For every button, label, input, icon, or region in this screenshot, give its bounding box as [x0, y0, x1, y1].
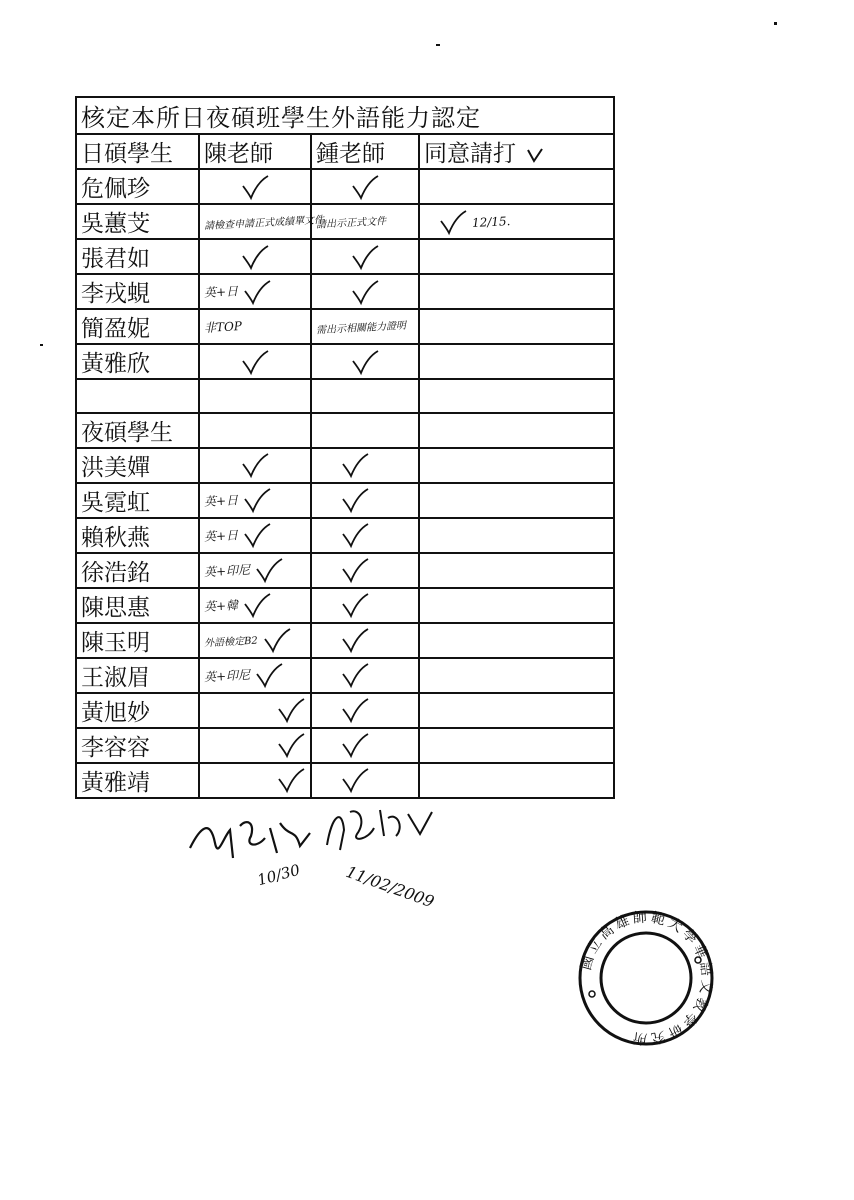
zhong-cell	[311, 588, 419, 623]
zhong-cell-content	[316, 174, 414, 200]
signature-chen	[185, 808, 325, 898]
speck	[774, 22, 777, 25]
zhong-check-icon	[340, 732, 370, 758]
day-student-row	[76, 169, 614, 204]
chen-cell-note: 英+印尼	[203, 562, 251, 579]
chen-cell-content	[204, 592, 306, 618]
day-student-row	[76, 344, 614, 379]
student-name: 簡盈妮	[76, 309, 199, 344]
column-header-day-student: 日碩學生	[76, 134, 199, 169]
student-name: 黃雅欣	[76, 344, 199, 379]
chen-cell-note: 英+日	[203, 492, 239, 509]
chen-cell	[199, 553, 311, 588]
zhong-cell	[311, 728, 419, 763]
empty-cell	[311, 413, 419, 448]
chen-cell	[199, 274, 311, 309]
consent-cell	[419, 274, 614, 309]
chen-cell	[199, 169, 311, 204]
chen-cell-note: 英+日	[203, 284, 239, 300]
night-student-row	[76, 763, 614, 798]
zhong-cell	[311, 623, 419, 658]
seal-text: 國立高雄師範大學華語文教學研究所	[578, 910, 714, 1046]
chen-cell-content	[204, 279, 306, 305]
chen-cell-content	[203, 214, 325, 233]
chen-check-icon	[242, 592, 272, 618]
student-name: 危佩珍	[76, 169, 199, 204]
zhong-cell	[311, 169, 419, 204]
signature-zhong-date: 11/02/2009	[343, 862, 437, 912]
chen-check-icon	[276, 767, 306, 793]
document-title: 核定本所日夜碩班學生外語能力認定	[76, 97, 614, 134]
zhong-cell	[311, 309, 419, 344]
consent-cell	[419, 763, 614, 798]
consent-cell-content	[424, 209, 609, 235]
zhong-check-icon	[350, 279, 380, 305]
night-student-row	[76, 623, 614, 658]
chen-cell	[199, 728, 311, 763]
zhong-check-icon	[340, 767, 370, 793]
speck	[436, 44, 440, 46]
zhong-cell	[311, 204, 419, 239]
zhong-cell-content	[316, 522, 414, 548]
student-name: 黃雅靖	[76, 763, 199, 798]
student-name: 王淑眉	[76, 658, 199, 693]
zhong-check-icon	[340, 592, 370, 618]
zhong-cell-content	[316, 592, 414, 618]
chen-check-icon	[242, 487, 272, 513]
chen-cell-content	[204, 732, 306, 758]
night-student-row	[76, 588, 614, 623]
empty-cell	[199, 379, 311, 413]
night-student-row	[76, 448, 614, 483]
chen-cell-note: 外語檢定B2	[203, 635, 259, 649]
zhong-check-icon	[340, 487, 370, 513]
zhong-cell-content	[316, 487, 414, 513]
chen-cell-content	[204, 522, 306, 548]
consent-cell	[419, 483, 614, 518]
chen-cell-note: 英+日	[203, 527, 239, 544]
zhong-check-icon	[340, 662, 370, 688]
chen-cell	[199, 344, 311, 379]
empty-cell	[199, 413, 311, 448]
student-name: 洪美嬋	[76, 448, 199, 483]
chen-cell	[199, 693, 311, 728]
chen-cell-content	[204, 174, 306, 200]
night-section-header: 夜碩學生	[76, 413, 199, 448]
student-name: 黃旭妙	[76, 693, 199, 728]
zhong-cell	[311, 483, 419, 518]
chen-cell-note: 英+印尼	[203, 667, 251, 684]
spacer-row	[76, 379, 614, 413]
institution-seal	[578, 910, 714, 1046]
chen-cell	[199, 588, 311, 623]
zhong-cell	[311, 344, 419, 379]
chen-cell	[199, 483, 311, 518]
empty-cell	[311, 379, 419, 413]
zhong-cell-content	[316, 732, 414, 758]
chen-check-icon	[240, 244, 270, 270]
zhong-cell	[311, 239, 419, 274]
consent-cell	[419, 239, 614, 274]
chen-check-icon	[262, 627, 292, 653]
zhong-check-icon	[340, 452, 370, 478]
check-icon	[526, 146, 544, 164]
zhong-cell-content	[316, 767, 414, 793]
student-name: 李戎蜆	[76, 274, 199, 309]
chen-cell-content	[204, 557, 306, 583]
chen-cell-content	[204, 349, 306, 375]
zhong-cell	[311, 448, 419, 483]
chen-cell-content	[204, 662, 306, 688]
consent-check-icon	[438, 209, 468, 235]
day-student-row	[76, 239, 614, 274]
zhong-check-icon	[340, 697, 370, 723]
chen-cell-content	[204, 318, 306, 335]
signature-chen-date: 10/30	[255, 860, 302, 890]
zhong-cell-note: 請出示正式文件	[315, 216, 387, 231]
zhong-check-icon	[350, 244, 380, 270]
zhong-cell-content	[316, 214, 414, 229]
chen-cell-note: 請檢查申請正式成績單文件	[203, 214, 325, 233]
zhong-cell	[311, 658, 419, 693]
chen-cell-content	[204, 627, 306, 653]
column-header-zhong: 鍾老師	[311, 134, 419, 169]
zhong-cell-content	[316, 279, 414, 305]
zhong-cell	[311, 518, 419, 553]
night-student-row	[76, 553, 614, 588]
consent-cell	[419, 658, 614, 693]
consent-cell	[419, 204, 614, 239]
zhong-check-icon	[340, 557, 370, 583]
zhong-check-icon	[340, 627, 370, 653]
day-student-row	[76, 309, 614, 344]
chen-check-icon	[242, 279, 272, 305]
title-row	[76, 97, 614, 134]
chen-check-icon	[254, 662, 284, 688]
consent-cell	[419, 344, 614, 379]
student-name: 賴秋燕	[76, 518, 199, 553]
consent-cell	[419, 553, 614, 588]
student-name: 吳蕙芠	[76, 204, 199, 239]
chen-cell-content	[204, 452, 306, 478]
night-student-row	[76, 728, 614, 763]
night-student-row	[76, 518, 614, 553]
chen-cell	[199, 518, 311, 553]
chen-cell-content	[204, 244, 306, 270]
zhong-cell-content	[316, 662, 414, 688]
chen-cell	[199, 204, 325, 239]
chen-cell	[199, 239, 311, 274]
chen-cell-note: 非TOP	[203, 319, 243, 335]
column-header-consent-label: 同意請打	[424, 141, 516, 167]
night-student-row	[76, 483, 614, 518]
night-student-row	[76, 658, 614, 693]
night-student-row	[76, 693, 614, 728]
empty-cell	[419, 379, 614, 413]
zhong-cell-content	[316, 244, 414, 270]
column-header-chen: 陳老師	[199, 134, 311, 169]
day-student-row	[76, 274, 614, 309]
seal-graphic	[578, 910, 714, 1046]
chen-check-icon	[240, 349, 270, 375]
consent-cell	[419, 588, 614, 623]
zhong-cell	[311, 274, 419, 309]
empty-cell	[76, 379, 199, 413]
student-name: 陳玉明	[76, 623, 199, 658]
signature-zhong	[322, 800, 462, 920]
day-student-row	[76, 204, 614, 239]
student-name: 張君如	[76, 239, 199, 274]
night-header-row	[76, 413, 614, 448]
consent-note: 12/15.	[471, 213, 511, 230]
zhong-cell-content	[316, 349, 414, 375]
column-header-consent	[419, 134, 614, 169]
chen-cell	[199, 623, 311, 658]
chen-cell-content	[204, 487, 306, 513]
zhong-cell-note: 需出示相關能力證明	[315, 320, 407, 337]
zhong-cell	[311, 763, 419, 798]
chen-cell	[199, 309, 311, 344]
consent-cell	[419, 448, 614, 483]
student-name: 李容容	[76, 728, 199, 763]
chen-check-icon	[276, 732, 306, 758]
student-name: 吳霓虹	[76, 483, 199, 518]
chen-cell-note: 英+韓	[203, 597, 239, 614]
zhong-cell-content	[316, 627, 414, 653]
consent-cell	[419, 623, 614, 658]
chen-check-icon	[240, 174, 270, 200]
consent-cell	[419, 728, 614, 763]
zhong-cell-content	[316, 452, 414, 478]
zhong-cell-content	[316, 557, 414, 583]
chen-check-icon	[242, 522, 272, 548]
zhong-check-icon	[340, 522, 370, 548]
empty-cell	[419, 413, 614, 448]
zhong-check-icon	[350, 349, 380, 375]
student-name: 陳思惠	[76, 588, 199, 623]
chen-cell	[199, 448, 311, 483]
student-name: 徐浩銘	[76, 553, 199, 588]
header-row	[76, 134, 614, 169]
speck	[40, 344, 43, 346]
zhong-cell	[311, 553, 419, 588]
zhong-cell	[311, 693, 419, 728]
chen-check-icon	[276, 697, 306, 723]
chen-check-icon	[240, 452, 270, 478]
chen-cell-content	[204, 767, 306, 793]
chen-cell-content	[204, 697, 306, 723]
consent-cell	[419, 518, 614, 553]
zhong-check-icon	[350, 174, 380, 200]
zhong-cell-content	[315, 319, 414, 337]
zhong-cell-content	[316, 697, 414, 723]
chen-check-icon	[254, 557, 284, 583]
approval-table	[75, 96, 615, 799]
chen-cell	[199, 763, 311, 798]
consent-cell	[419, 169, 614, 204]
chen-cell	[199, 658, 311, 693]
consent-cell	[419, 693, 614, 728]
consent-cell	[419, 309, 614, 344]
